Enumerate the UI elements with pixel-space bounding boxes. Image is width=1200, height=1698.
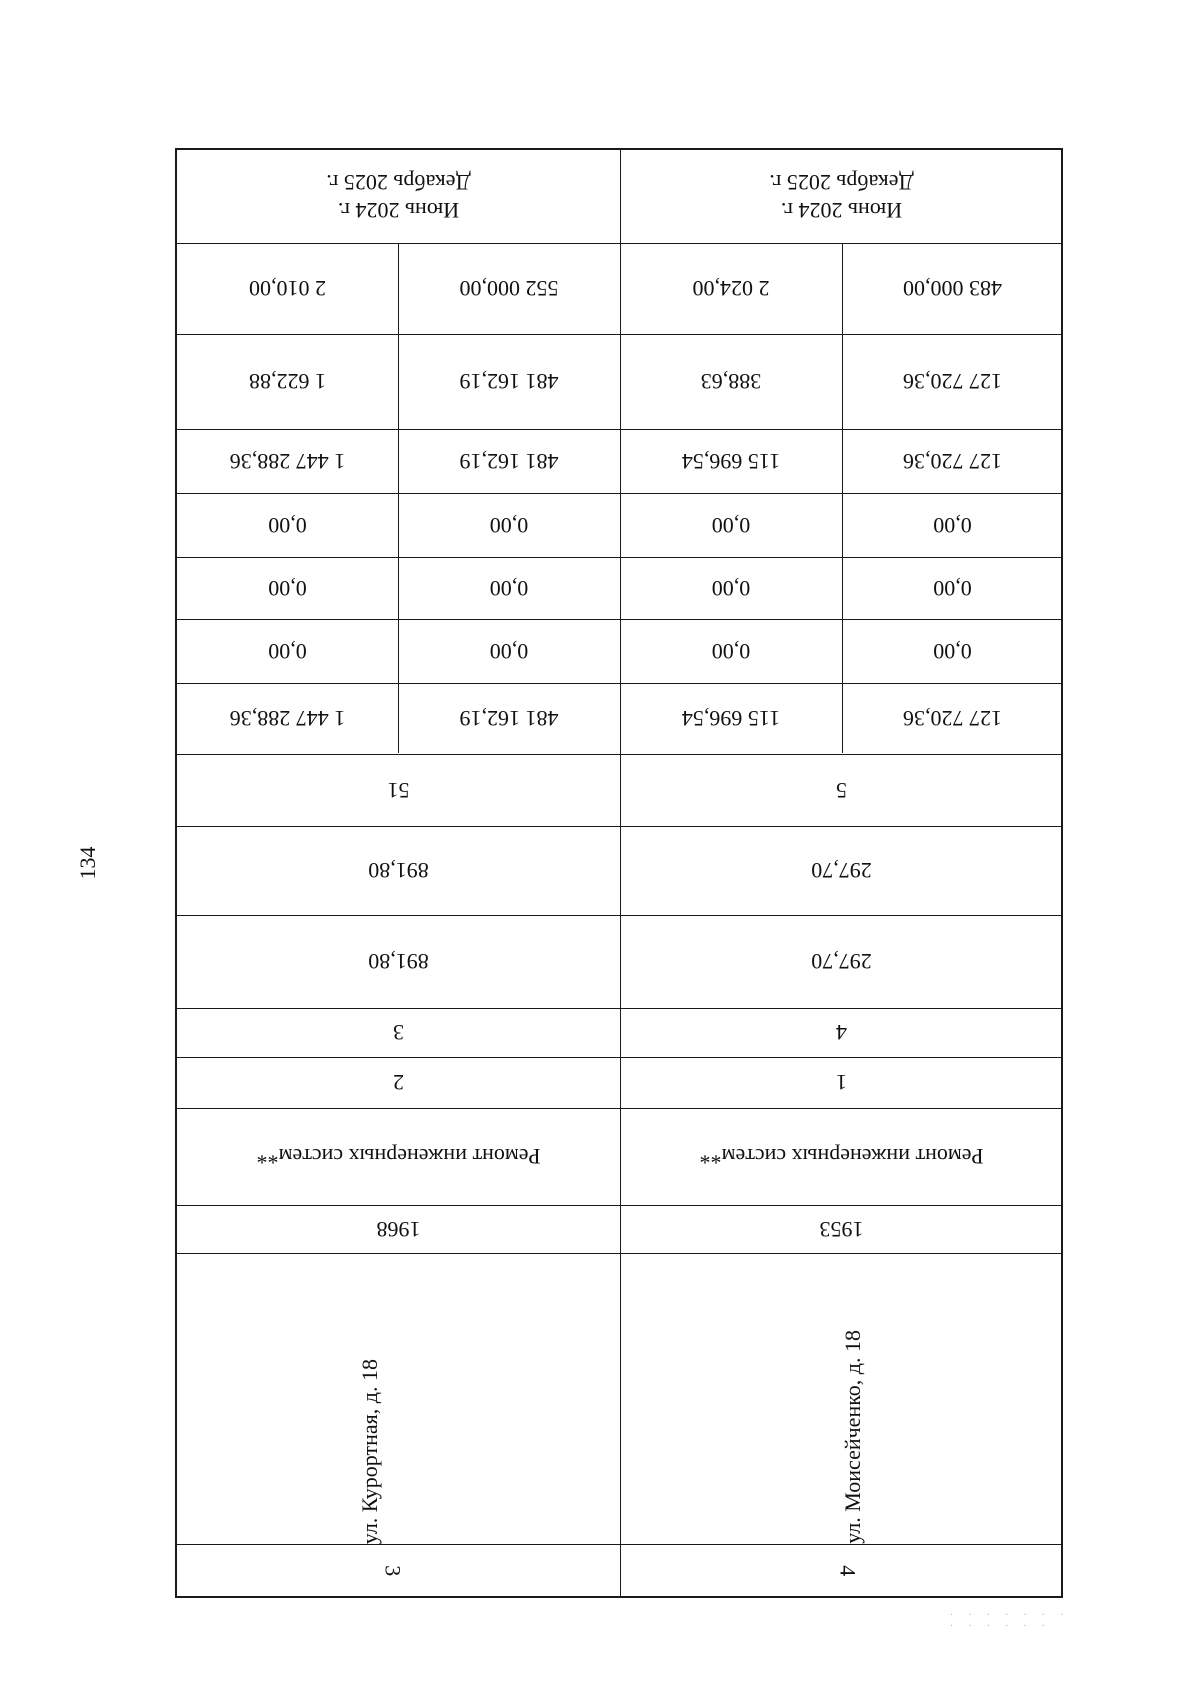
scan-noise: · · · · · · · · · · · · · <box>950 1610 1070 1632</box>
left-r7-a: 1 447 288,36 <box>229 706 346 732</box>
right-r5-b: 0,00 <box>933 575 972 601</box>
right-r5-a: 0,00 <box>711 575 751 601</box>
left-r3-b: 481 162,19 <box>459 448 559 474</box>
right-r6-b: 0,00 <box>933 638 972 664</box>
right-r2-b: 127 720,36 <box>903 369 1002 395</box>
right-r1-a: 2 024,00 <box>692 276 770 302</box>
right-area-b: 297,70 <box>811 949 872 975</box>
left-area-b: 891,80 <box>368 949 429 975</box>
right-year: 1953 <box>819 1216 864 1242</box>
right-r3-b: 127 720,36 <box>903 448 1002 474</box>
left-col2: 2 <box>393 1070 404 1096</box>
left-period <box>177 150 620 243</box>
left-r4-a: 0,00 <box>268 512 307 538</box>
period-end: Декабрь 2025 г. <box>769 170 914 196</box>
right-r3-a: 115 696,54 <box>681 448 781 474</box>
row-number: 3 <box>380 1565 406 1577</box>
page-number: 134 <box>75 846 100 880</box>
right-r6-a: 0,00 <box>711 638 751 664</box>
right-r7-a: 115 696,54 <box>681 706 781 732</box>
left-r4-b: 0,00 <box>489 512 529 538</box>
period-start: Июнь 2024 г. <box>337 198 460 223</box>
address-text: ул. Моисейченко, д. 18 <box>840 1330 865 1544</box>
right-r4-b: 0,00 <box>933 512 972 538</box>
right-address <box>620 1253 1063 1544</box>
left-num <box>177 1544 620 1598</box>
left-count: 51 <box>387 777 410 803</box>
right-r4-a: 0,00 <box>711 512 751 538</box>
left-area-a: 891,80 <box>368 858 429 884</box>
right-count: 5 <box>836 777 847 803</box>
left-r2-a: 1 622,88 <box>249 369 326 395</box>
left-r7-b: 481 162,19 <box>459 706 559 732</box>
rotated-table <box>175 148 1063 1598</box>
right-period <box>620 150 1063 243</box>
left-r2-b: 481 162,19 <box>459 369 559 395</box>
left-r1-a: 2 010,00 <box>249 276 326 302</box>
left-r6-b: 0,00 <box>489 638 529 664</box>
right-col2: 1 <box>836 1070 847 1096</box>
right-work-type: Ремонт инженерных систем** <box>699 1144 984 1170</box>
right-r7-b: 127 720,36 <box>903 706 1002 732</box>
left-r3-a: 1 447 288,36 <box>229 448 346 474</box>
row-number: 4 <box>835 1565 861 1577</box>
left-r5-a: 0,00 <box>268 575 307 601</box>
left-address <box>177 1253 620 1544</box>
left-col3: 3 <box>393 1020 404 1046</box>
left-r5-b: 0,00 <box>489 575 529 601</box>
left-r1-b: 552 000,00 <box>459 276 559 302</box>
right-area-a: 297,70 <box>811 858 872 884</box>
right-col3: 4 <box>836 1020 847 1046</box>
period-end: Декабрь 2025 г. <box>326 170 471 196</box>
address-text: ул. Курортная, д. 18 <box>357 1358 382 1544</box>
right-r2-a: 388,63 <box>700 369 762 395</box>
left-work-type: Ремонт инженерных систем** <box>256 1144 541 1170</box>
right-num <box>620 1544 1063 1598</box>
left-year: 1968 <box>376 1216 421 1242</box>
left-r6-a: 0,00 <box>268 638 307 664</box>
right-r1-b: 483 000,00 <box>903 276 1002 302</box>
period-start: Июнь 2024 г. <box>780 198 903 223</box>
